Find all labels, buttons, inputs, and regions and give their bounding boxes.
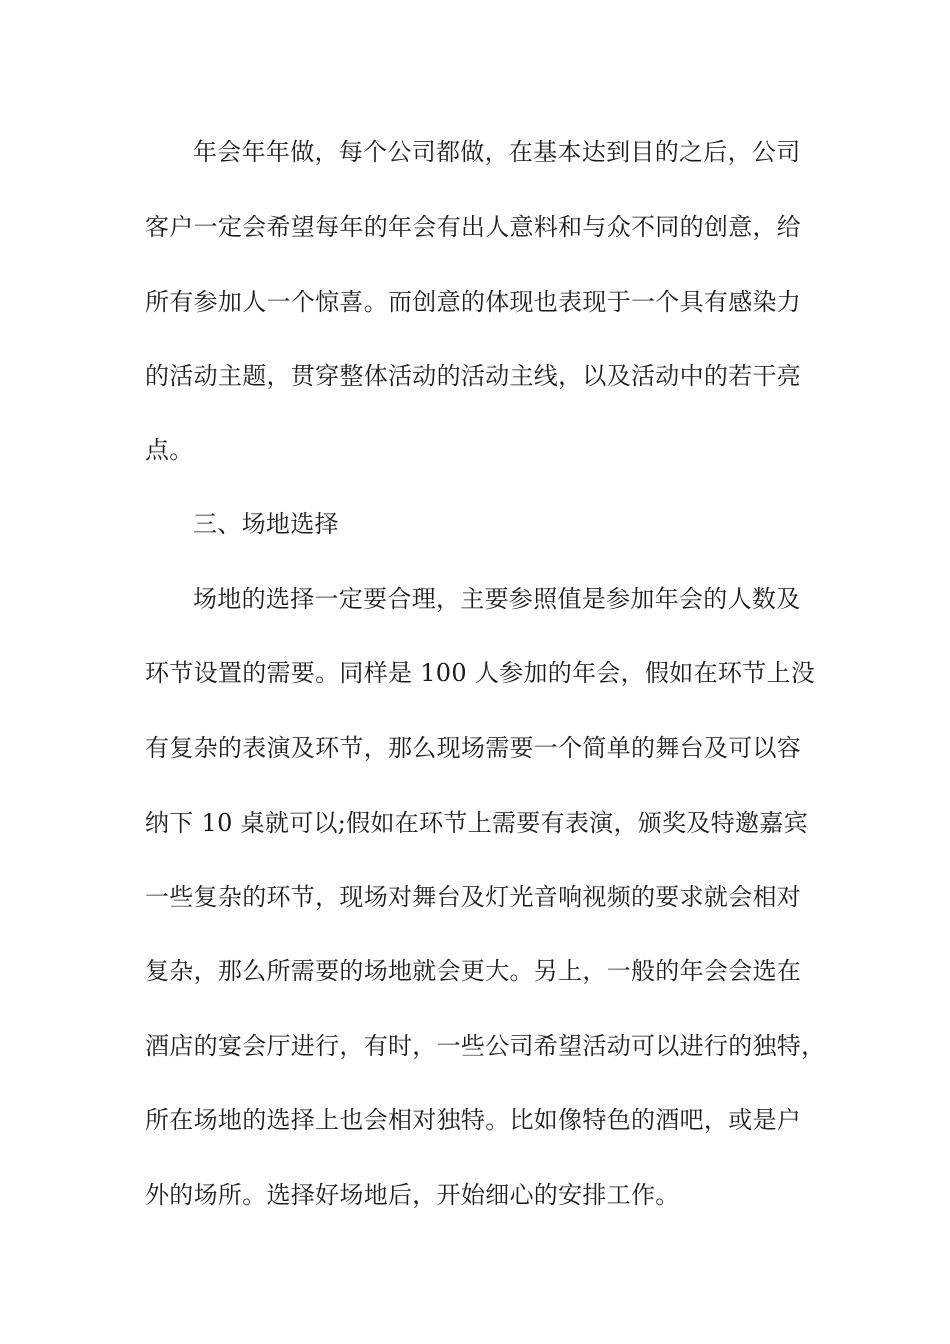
paragraph-2-line-3: 有复杂的表演及环节，那么现场需要一个简单的舞台及可以容	[145, 734, 802, 762]
paragraph-2-line-5: 一些复杂的环节，现场对舞台及灯光音响视频的要求就会相对	[145, 883, 802, 911]
paragraph-2-line-2: 环节设置的需要。同样是 100 人参加的年会，假如在环节上没	[145, 659, 816, 687]
paragraph-1-line-4: 的活动主题，贯穿整体活动的活动主线，以及活动中的若干亮	[145, 362, 802, 390]
paragraph-2-line-9: 外的场所。选择好场地后，开始细心的安排工作。	[145, 1181, 680, 1209]
paragraph-1-line-3: 所有参加人一个惊喜。而创意的体现也表现于一个具有感染力	[145, 288, 802, 316]
paragraph-2-line-7: 酒店的宴会厅进行，有时，一些公司希望活动可以进行的独特，	[145, 1032, 826, 1060]
paragraph-2-line-4: 纳下 10 桌就可以;假如在环节上需要有表演，颁奖及特邀嘉宾	[145, 809, 808, 837]
paragraph-2-line-1: 场地的选择一定要合理，主要参照值是参加年会的人数及	[193, 585, 801, 613]
section-heading: 三、场地选择	[193, 510, 339, 538]
paragraph-1-line-1: 年会年年做，每个公司都做，在基本达到目的之后，公司	[193, 138, 801, 166]
paragraph-2-line-6: 复杂，那么所需要的场地就会更大。另上，一般的年会会选在	[145, 957, 802, 985]
paragraph-2-line-8: 所在场地的选择上也会相对独特。比如像特色的酒吧，或是户	[145, 1106, 802, 1134]
paragraph-1-line-2: 客户一定会希望每年的年会有出人意料和与众不同的创意，给	[145, 213, 802, 241]
paragraph-1-line-5: 点。	[145, 436, 194, 464]
